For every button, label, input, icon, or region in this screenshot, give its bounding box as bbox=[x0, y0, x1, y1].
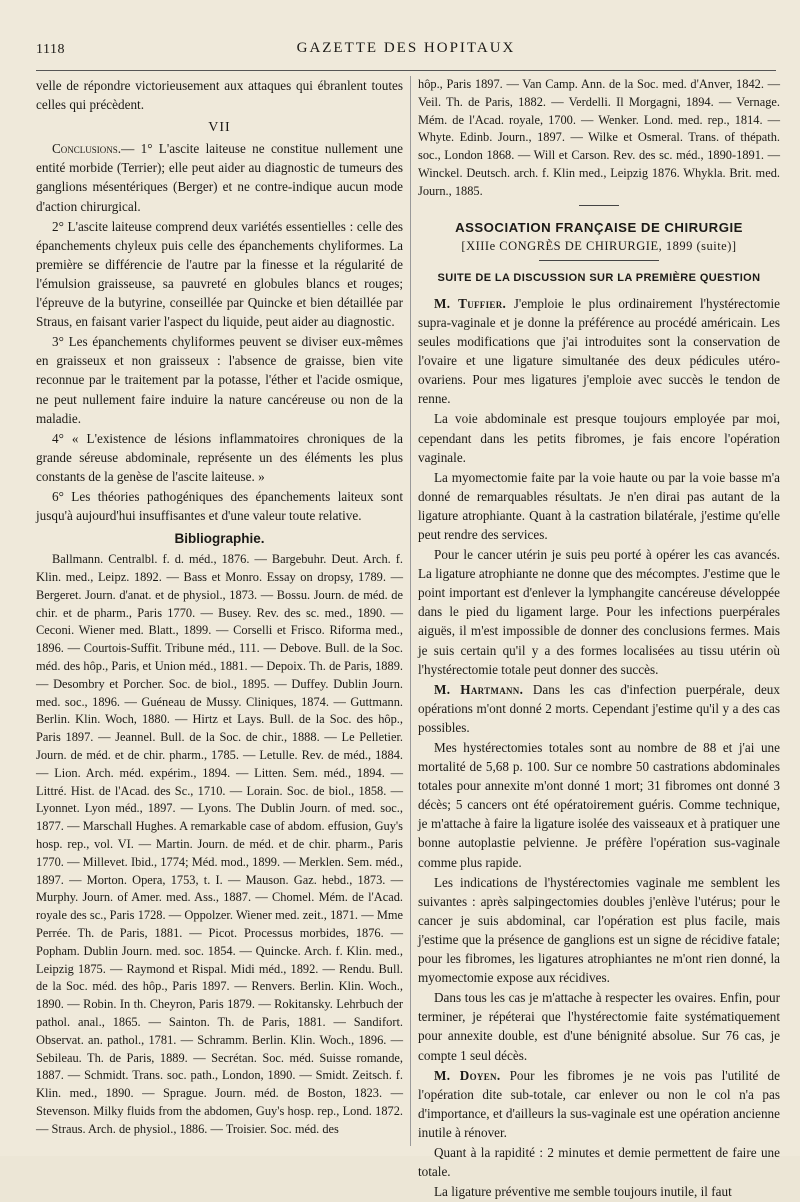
running-title: GAZETTE DES HOPITAUX bbox=[296, 40, 516, 56]
conclusion-2: 2° L'ascite laiteuse comprend deux variétés essentielles : celle des épanchements chyleux puis celle des épanchements chyliformes. La première se différencie de l'autre par la finesse et la régularité de l'émulsion graisseuse, sa pauvreté en globules blancs et rouges; l'épreuve de la butyrine, conseillée par Quincke et bien détaillée par Straus, en faisant varier l'aspect du liquide, peut aider au diagnostic. bbox=[36, 218, 403, 330]
doyen-paragraph-2: Quant à la rapidité : 2 minutes et demie permettent de faire une totale. bbox=[418, 1144, 780, 1180]
congress-subtitle: [XIIIe CONGRÈS DE CHIRURGIE, 1899 (suite)] bbox=[461, 238, 737, 253]
tuffier-text-1: J'emploie le plus ordinairement l'hystérectomie supra-vaginale et je donne la préférence au procédé américain. Les seules modifications que j'ai introduites sont la conservation de l'ovaire et une ligature simultanée des deux pédicules utéro-ovariens. Pour mes ligatures j'emploie avec succès le tendon de renne. bbox=[418, 295, 780, 407]
bibliography-continued: hôp., Paris 1897. — Van Camp. Ann. de la Soc. med. d'Anver, 1842. — Veil. Th. de Paris, 1882. — Verdelli. Il Morgagni, 1894. — Vernage. Mém. de l'Acad. royale, 1700. — Wenker. Lond. med. rep., 1814. — Whyte. Edinb. Journ., 1897. — Wilke et Osmeral. Trans. of thépath. soc., London 1868. — Will et Carson. Rev. des sc. méd., 1890-1891. — Winckel. Deutsch. arch. f. Klin med., Leipzig 1876. Whykla. Brit. med. Journ., 1885. bbox=[418, 77, 780, 198]
bibliography-text: Ballmann. Centralbl. f. d. méd., 1876. — Bargebuhr. Deut. Arch. f. Klin. med., Leipz. 1892. — Bass et Monro. Essay on dropsy, 1789. — Bergeret. Journ. d'anat. et de physiol., 1873. — Bossu. Journ. de méd. de chir. et de pharm., Paris 1770. — Busey. Rev. des sc. med., 1890. — Ceconi. Wiener med. Blatt., 1899. — Corselli et Frisco. Riforma med., 1896. — Courtois-Suffit. Tribune méd., 111. — Debove. Bull. de la Soc. méd. des hôp., Paris, et Union méd., 1881. — Depoix. Th. de Paris, 1889. — Desombry et Porcher. Soc. de biol., 1895. — Duffey. Dublin Journ. med. soc., 1896. — Guéneau de Mussy. Cliniques, 1874. — Guttmann. Berlin. Klin. Woch, 1880. — Hirtz et Lays. Bull. de la Soc. des hôp., Paris 1897. — Jeannel. Bull. de la Soc. de chir., 1888. — Le Pelletier. Journ. de méd. et de chir. pharm., 1785. — Letulle. Rev. de méd., 1884. — Lion. Arch. méd. expérim., 1894. — Litten. Sem. méd., 1894. — Littré. Hist. de l'Acad. des Sc., 1710. — Lorain. Soc. de biol., 1858. — Lyonnet. Lyon méd., 1897. — Lyons. The Dublin Journ. of med. soc., 1877. — Marschall Hughes. A remarkable case of abdom. effusion, Guy's hosp. rep., vol. VI. — Martin. Journ. de méd. et de chir. pharm., Paris 1770. — Millevet. Ibid., 1774; Méd. mod., 1899. — Merklen. Sem. méd., 1897. — Morton. Opera, 1753, t. I. — Mauson. Gaz. hebd., 1873. — Murphy. Journ. of Amer. med. Ass., 1887. — Chomel. Mém. de l'Acad. royale des sc., Paris 1728. — Oppolzer. Wiener med. zeit., 1871. — Mme Perrée. Th. de Paris, 1881. — Picot. Processus morbides, 1876. — Popham. Dublin Journ. med. soc. 1854. — Quincke. Arch. f. Klin. med., Leipzig 1875. — Raymond et Rispal. Midi méd., 1892. — Rendu. Bull. de la Soc. méd. des hôp., Paris 1897. — Renvers. Berlin. Klin. Woch., 1890. — Robin. In th. Cheyron, Paris 1879. — Rokitansky. Lehrbuch der pathol. anal., 1865. — Sainton. Th. de Paris, 1881. — Sandifort. Observat. an. pathol., 1781. — Schramm. Berlin. Klin. Woch., 1896. — Sebileau. Th. de Paris, 1889. — Secrétan. Soc. méd. Suisse romande, 1887. — Schmidt. Trans. soc. path., London, 1890. — Smidt. Zeitsch. f. Klin. med., 1890. — Sprague. Journ. méd. de Boston, 1823. — Stevenson. Milky fluids from the abdomen, Guy's hosp. rep., Lond. 1872. — Straus. Arch. de physiol., 1886. — Troisier. Soc. méd. des bbox=[36, 552, 403, 1136]
discussion-title: SUITE DE LA DISCUSSION SUR LA PREMIÈRE QUESTION bbox=[437, 271, 761, 284]
tuffier-paragraph-1 bbox=[418, 294, 780, 409]
conclusion-3: 3° Les épanchements chyliformes peuvent se diviser eux-mêmes en graisseux et non graisseux : l'absence de graisse, bien vite reconnue par le traitement par la potasse, l'éther et l'acide osmique, ne peut nullement faire induire la nature cancéreuse ou non de la maladie. bbox=[36, 334, 403, 426]
intro-paragraph: velle de répondre victorieusement aux attaques qui ébranlent toutes celles qui précèdent. bbox=[36, 78, 403, 113]
tuffier-paragraph-2: La voie abdominale est presque toujours employée par moi, cependant dans les petits fibromes, je fais encore l'opération vaginale. bbox=[418, 411, 780, 465]
speaker-tuffier: M. Tuffier. bbox=[434, 295, 507, 311]
tuffier-paragraph-4: Pour le cancer utérin je suis peu porté à opérer les cas avancés. La ligature atrophiante ne donne que des mécomptes. J'estime que le point important est d'enlever la lymphangite cancéreuse développée dans le pied du ligament large. Pour les infections puerpérales aiguës, il m'est impossible de donner des conclusions fermes. Mais je suis certain qu'il y a des formes localisées au tissu utérin où l'hystérectomie totale peut donner des succès. bbox=[418, 547, 780, 677]
hartmann-text-1: Dans les cas d'infection puerpérale, deux opérations m'ont donné 2 morts. Cependant j'estime qu'il y a des cas possibles. bbox=[418, 681, 780, 735]
separator-rule bbox=[579, 205, 619, 206]
section-number: VII bbox=[208, 120, 231, 136]
conclusions-label: Conclusions. bbox=[52, 141, 122, 157]
speaker-doyen: M. Doyen. bbox=[434, 1067, 501, 1083]
hartmann-paragraph-1 bbox=[418, 680, 780, 737]
bibliography-heading: Bibliographie. bbox=[174, 531, 265, 547]
conclusion-1 bbox=[36, 139, 403, 215]
conclusion-1-text: — 1° L'ascite laiteuse ne constitue nullement une entité morbide (Terrier); elle peut aider au diagnostic de tumeurs des ganglions mésentériques (Berger) et ne contre-indique aucun mode d'action chirurgical. bbox=[36, 141, 403, 214]
doyen-paragraph-3: La ligature préventive me semble toujours inutile, il faut bbox=[434, 1184, 732, 1200]
right-column bbox=[418, 76, 780, 1202]
doyen-paragraph-1 bbox=[418, 1066, 780, 1142]
page-number: 1118 bbox=[36, 42, 65, 57]
left-column bbox=[36, 76, 403, 1140]
ornament-rule bbox=[539, 260, 659, 265]
hartmann-paragraph-4: Dans tous les cas je m'attache à respecter les ovaires. Enfin, pour terminer, je répéterai que l'hystérectomie faite systématiquement pour annexite double, est d'une bénignité absolue. Sur 76 cas, je compte 1 seul décès. bbox=[418, 990, 780, 1063]
doyen-text-1: Pour les fibromes je ne vois pas l'utilité de l'opération dite sub-totale, car enlever ou non le col n'a pas d'importance, et d'ailleurs la sus-vaginale est une opération ancienne inutile à rénover. bbox=[418, 1067, 780, 1140]
hartmann-paragraph-2: Mes hystérectomies totales sont au nombre de 88 et j'ai une mortalité de 5,68 p. 100. Sur ce nombre 50 castrations abdominales totales pour annexite m'ont donné 1 mort; 31 fibromes ont donné 3 décès; 5 cancers ont été opératoirement guéris. Comme technique, je m'attache à faire la ligature isolée des vaisseaux et à pratiquer une bonne autoplastie pelvienne. Je préfère l'opération sus-vaginale comme plus rapide. bbox=[418, 740, 780, 870]
speaker-hartmann: M. Hartmann. bbox=[434, 681, 524, 697]
conclusion-6: 6° Les théories pathogéniques des épanchements laiteux sont jusqu'à aujourd'hui insuffisantes et d'une valeur toute relative. bbox=[36, 488, 403, 524]
association-title: ASSOCIATION FRANÇAISE DE CHIRURGIE bbox=[455, 219, 743, 235]
tuffier-paragraph-3: La myomectomie faite par la voie haute ou par la voie basse m'a donné de remarquables résultats. Je n'en dirai pas autant de la ligature atrophiante. Quant à la castration bilatérale, j'estime qu'elle peut rendre des services. bbox=[418, 469, 780, 542]
page-header bbox=[36, 38, 776, 62]
hartmann-paragraph-3: Les indications de l'hystérectomies vaginale me semblent les suivantes : après salpingectomies doubles j'enlève l'utérus; pour le cancer je suis abdominal, car l'opération est plus facile, mais j'estime que la présence de ganglions est un signe de récidive fatale; pour les fibromes, les ligatures atrophiantes ne m'ont rien donné, la myomectomie expose aux récidives. bbox=[418, 874, 780, 986]
column-divider bbox=[410, 76, 411, 1146]
conclusion-4: 4° « L'existence de lésions inflammatoires chroniques de la grande séreuse abdominale, représente un des éléments les plus constants de la genèse de l'ascite laiteuse. » bbox=[36, 430, 403, 484]
header-rule bbox=[36, 70, 776, 71]
